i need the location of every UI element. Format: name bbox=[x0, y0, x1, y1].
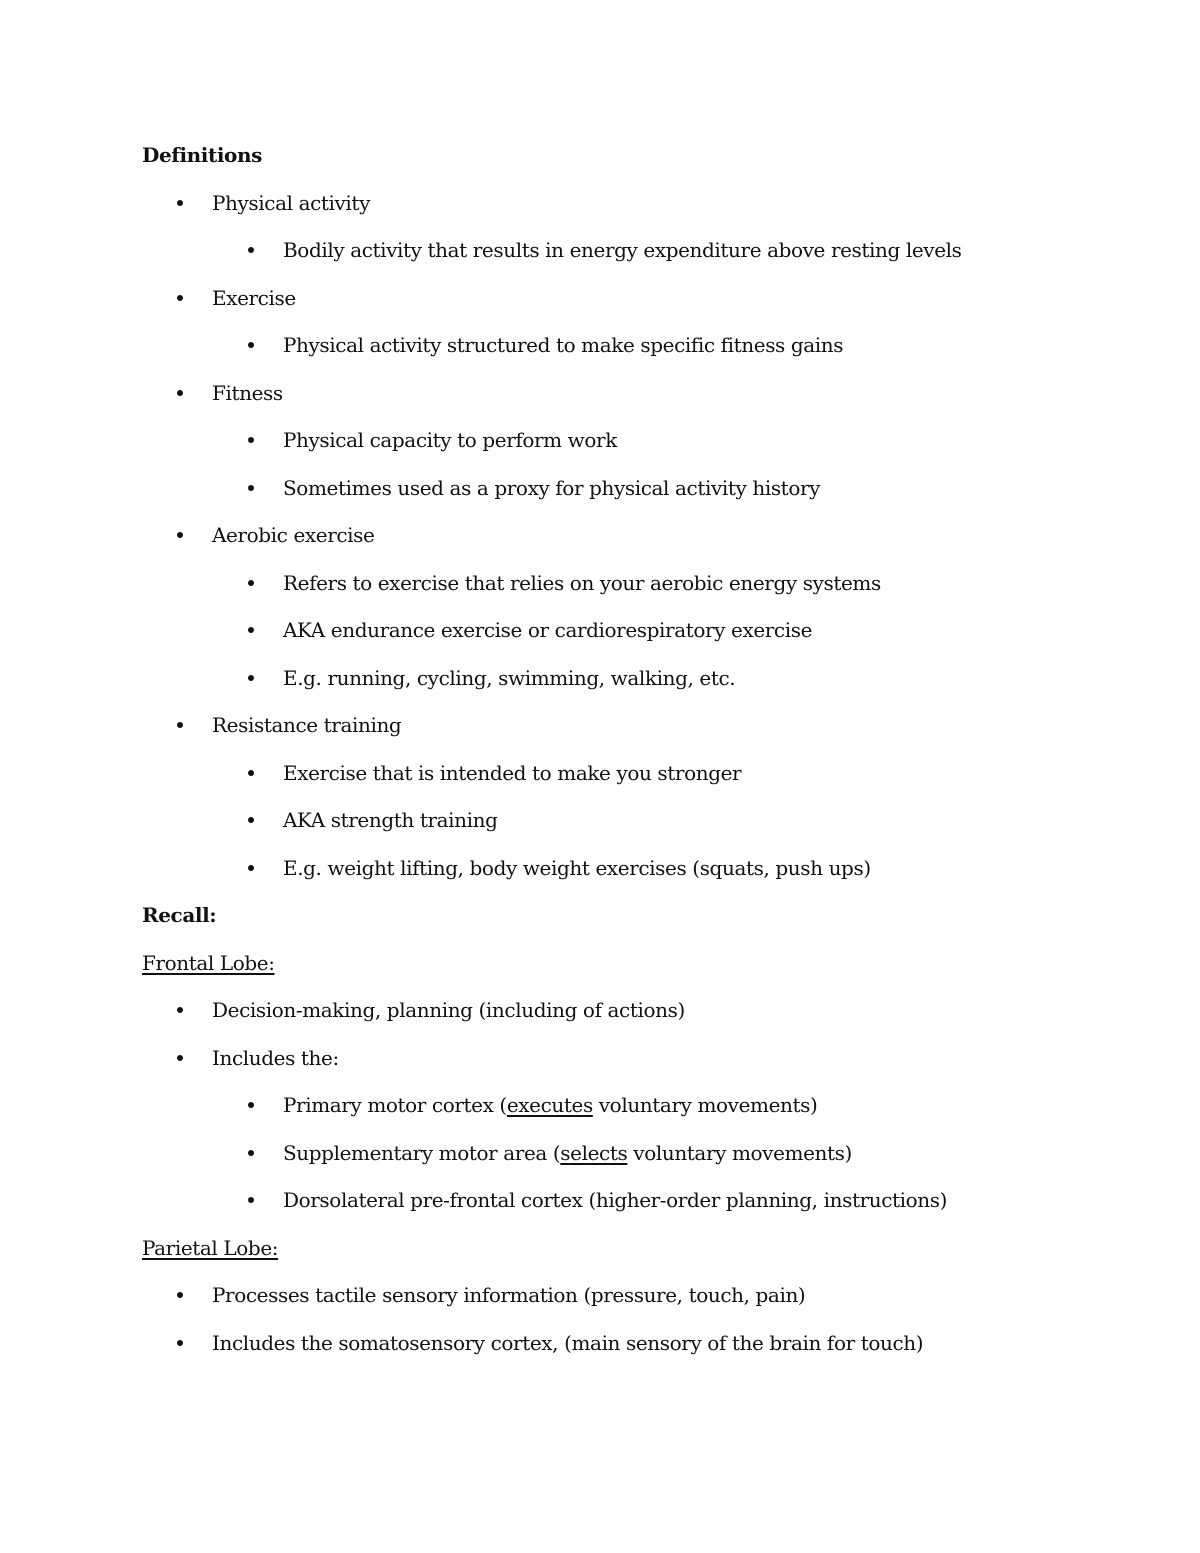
term-fitness: Fitness bbox=[212, 380, 283, 405]
bullet-icon bbox=[177, 1292, 183, 1298]
document-page bbox=[142, 141, 1062, 1376]
frontal-point: Decision-making, planning (including of actions) bbox=[212, 998, 685, 1022]
bullet-icon bbox=[248, 865, 254, 871]
supplementary-motor-emphasis: selects bbox=[560, 1140, 628, 1165]
bullet-icon bbox=[177, 532, 183, 538]
list-item bbox=[142, 711, 1062, 739]
list-item bbox=[142, 664, 1062, 692]
list-item bbox=[142, 189, 1062, 217]
list-item bbox=[142, 616, 1062, 644]
list-item bbox=[142, 426, 1062, 454]
definitions-heading: Definitions bbox=[142, 143, 262, 167]
frontal-lobe-title: Frontal Lobe: bbox=[142, 950, 275, 975]
list-item bbox=[142, 474, 1062, 502]
list-item bbox=[142, 236, 1062, 264]
list-item bbox=[142, 1186, 1062, 1214]
bullet-icon bbox=[177, 295, 183, 301]
bullet-icon bbox=[248, 1150, 254, 1156]
term-physical-activity: Physical activity bbox=[212, 190, 370, 215]
list-item bbox=[142, 1329, 1062, 1357]
bullet-icon bbox=[248, 485, 254, 491]
term-aerobic-exercise: Aerobic exercise bbox=[212, 523, 375, 547]
recall-heading: Recall: bbox=[142, 903, 217, 927]
bullet-icon bbox=[248, 580, 254, 586]
definition-text: AKA strength training bbox=[283, 808, 498, 832]
bullet-icon bbox=[248, 817, 254, 823]
primary-motor-text-post: voluntary movements) bbox=[592, 1093, 818, 1117]
list-item bbox=[142, 1091, 1062, 1119]
primary-motor-text-pre: Primary motor cortex ( bbox=[283, 1093, 507, 1117]
bullet-icon bbox=[248, 342, 254, 348]
definition-text: Exercise that is intended to make you stronger bbox=[283, 760, 742, 785]
list-item bbox=[142, 331, 1062, 359]
bullet-icon bbox=[177, 1055, 183, 1061]
bullet-icon bbox=[248, 770, 254, 776]
frontal-point: Includes the: bbox=[212, 1045, 339, 1070]
primary-motor-emphasis: executes bbox=[506, 1093, 593, 1117]
supplementary-motor-text-post: voluntary movements) bbox=[627, 1140, 852, 1165]
definition-text: E.g. running, cycling, swimming, walking, etc. bbox=[283, 665, 736, 690]
definition-text: Sometimes used as a proxy for physical activity history bbox=[283, 475, 821, 500]
list-item bbox=[142, 806, 1062, 834]
definition-text: Physical capacity to perform work bbox=[283, 428, 617, 452]
supplementary-motor-text-pre: Supplementary motor area ( bbox=[283, 1140, 561, 1165]
bullet-icon bbox=[248, 437, 254, 443]
bullet-icon bbox=[177, 1340, 183, 1346]
list-item bbox=[142, 284, 1062, 312]
list-item bbox=[142, 854, 1062, 882]
bullet-icon bbox=[248, 627, 254, 633]
term-exercise: Exercise bbox=[212, 285, 296, 310]
list-item bbox=[142, 759, 1062, 787]
bullet-icon bbox=[177, 390, 183, 396]
bullet-icon bbox=[177, 200, 183, 206]
parietal-lobe-title: Parietal Lobe: bbox=[142, 1235, 279, 1260]
list-item bbox=[142, 1139, 1062, 1167]
list-item bbox=[142, 1281, 1062, 1309]
definition-text: Refers to exercise that relies on your aerobic energy systems bbox=[283, 570, 881, 595]
definition-text: E.g. weight lifting, body weight exercises (squats, push ups) bbox=[283, 855, 871, 880]
definition-text: Bodily activity that results in energy expenditure above resting levels bbox=[283, 238, 962, 262]
bullet-icon bbox=[248, 1102, 254, 1108]
parietal-point: Processes tactile sensory information (pressure, touch, pain) bbox=[212, 1283, 806, 1307]
definition-text: AKA endurance exercise or cardiorespiratory exercise bbox=[283, 618, 813, 642]
list-item bbox=[142, 379, 1062, 407]
bullet-icon bbox=[177, 1007, 183, 1013]
list-item bbox=[142, 1044, 1062, 1072]
parietal-point: Includes the somatosensory cortex, (main sensory of the brain for touch) bbox=[212, 1330, 924, 1355]
term-resistance-training: Resistance training bbox=[212, 713, 402, 737]
list-item bbox=[142, 569, 1062, 597]
bullet-icon bbox=[177, 722, 183, 728]
bullet-icon bbox=[248, 1197, 254, 1203]
bullet-icon bbox=[248, 675, 254, 681]
bullet-icon bbox=[248, 247, 254, 253]
list-item bbox=[142, 996, 1062, 1024]
dorsolateral-text: Dorsolateral pre-frontal cortex (higher-order planning, instructions) bbox=[283, 1188, 948, 1212]
definition-text: Physical activity structured to make specific fitness gains bbox=[283, 333, 844, 357]
list-item bbox=[142, 521, 1062, 549]
